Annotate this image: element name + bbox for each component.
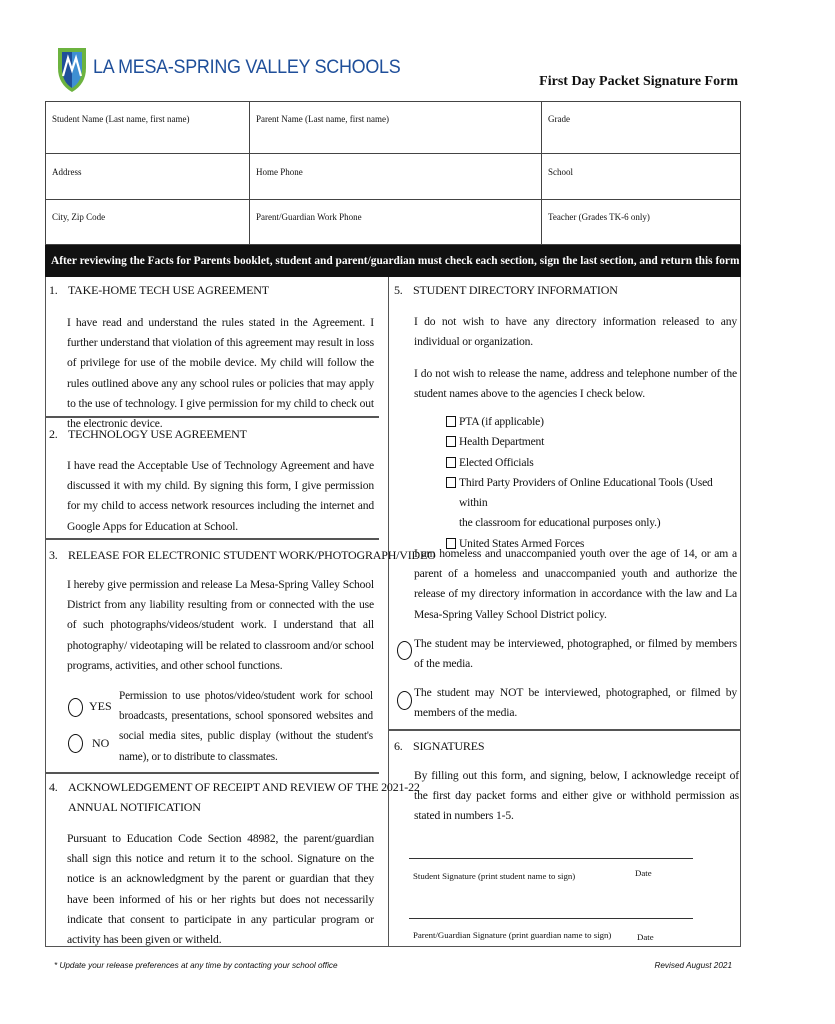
agency-checklist: [446, 412, 738, 554]
media-interview-no-radio[interactable]: [397, 691, 412, 710]
footer-note: * Update your release preferences at any time by contacting your school office: [54, 961, 338, 970]
photo-permission-no-label: NO: [92, 736, 110, 750]
work-phone-field[interactable]: Parent/Guardian Work Phone: [256, 212, 362, 222]
section-3-heading: 3. RELEASE FOR ELECTRONIC STUDENT WORK/PHOTOGRAPH/VIDEO: [49, 548, 436, 562]
third-party-providers-continuation: the classroom for educational purposes only.): [459, 516, 661, 530]
section-4-text: Pursuant to Education Code Section 48982, the parent/guardian shall sign this notice and return it to the school. Signature on the notice is an acknowledgment by the parent or guardian that they have been informed of his or her rights but does not necessarily indicate that consent to participate in any particular program or activity has been given or witheld.: [67, 832, 374, 947]
parent-date-label: Date: [637, 932, 654, 942]
form-title: First Day Packet Signature Form: [539, 74, 738, 89]
grade-field[interactable]: Grade: [548, 114, 570, 124]
elected-officials-checkbox[interactable]: [446, 457, 456, 468]
student-signature-label: Student Signature (print student name to sign): [413, 871, 576, 881]
pta-label: PTA (if applicable): [459, 415, 544, 428]
pta-checkbox[interactable]: [446, 416, 456, 427]
media-interview-yes-radio[interactable]: [397, 641, 412, 660]
parent-name-field[interactable]: Parent Name (Last name, first name): [256, 114, 389, 124]
health-department-checkbox[interactable]: [446, 436, 456, 447]
signatures-text: By filling out this form, and signing, below, I acknowledge receipt of the first day packet forms and either give or withhold permission as stated in numbers 1-5.: [414, 769, 739, 823]
media-interview-no-text: The student may NOT be interviewed, photographed, or filmed by members of the media.: [414, 686, 737, 720]
photo-permission-no-radio[interactable]: [68, 734, 83, 753]
section-4-heading: 4. ACKNOWLEDGEMENT OF RECEIPT AND REVIEW OF THE 2021-22: [49, 780, 420, 794]
photo-permission-yes-radio[interactable]: [68, 698, 83, 717]
parent-signature-label: Parent/Guardian Signature (print guardian name to sign): [413, 930, 612, 940]
photo-permission-text: Permission to use photos/video/student work for school broadcasts, presentations, school sponsored websites and social media sites, public display (without the student's name), or to distribute to classmates.: [119, 690, 373, 763]
instructions-banner: After reviewing the Facts for Parents booklet, student and parent/guardian must check each section, sign the last section, and return this form to the school office.: [45, 245, 741, 277]
teacher-field[interactable]: Teacher (Grades TK-6 only): [548, 212, 650, 222]
student-name-field[interactable]: Student Name (Last name, first name): [52, 114, 190, 124]
revision-date: Revised August 2021: [654, 961, 732, 970]
section-3-text: I hereby give permission and release La Mesa-Spring Valley School District from any liability resulting from or connected with the use of such photographs/videos/student work. I understand that all photography/ videotaping will be related to classroom and/or school programs, activities, and other school functions.: [67, 578, 374, 672]
section-1-text: I have read and understand the rules stated in the Agreement. I further understand that violation of this agreement may result in loss of privilege for use of the mobile device. My child will follow the rules outlined above any any school rules or policies that may apply to the use of technology. I give permission for my child to check out the electronic device.: [67, 316, 374, 431]
student-signature-line[interactable]: [409, 858, 693, 859]
section-1-heading: 1. TAKE-HOME TECH USE AGREEMENT: [49, 283, 269, 297]
health-department-label: Health Department: [459, 435, 545, 449]
directory-opt-out-all: I do not wish to have any directory information released to any individual or organization.: [414, 315, 737, 349]
section-6-heading: 6. SIGNATURES: [394, 739, 485, 753]
section-4-heading-line2: ANNUAL NOTIFICATION: [68, 800, 201, 814]
column-divider: [388, 277, 389, 947]
directory-opt-out-agencies: I do not wish to release the name, address and telephone number of the student names above to the agencies I check below.: [414, 367, 737, 401]
address-field[interactable]: Address: [52, 167, 82, 177]
elected-officials-label: Elected Officials: [459, 455, 534, 469]
district-name: LA MESA-SPRING VALLEY SCHOOLS: [93, 56, 401, 78]
homeless-youth-text: I am homeless and unaccompanied youth over the age of 14, or am a parent of a homeless and unaccompanied youth and authorize the release of my directory information in accordance with the law and La Mesa-Spring Valley School District policy.: [414, 547, 737, 621]
school-field[interactable]: School: [548, 167, 574, 177]
home-phone-field[interactable]: Home Phone: [256, 167, 303, 177]
district-logo-icon: [56, 42, 88, 94]
armed-forces-label: United States Armed Forces: [459, 536, 585, 550]
section-2-text: I have read the Acceptable Use of Technology Agreement and have discussed it with my child. By signing this form, I give permission for my child to access network resources including the internet and Google Apps for Education at School.: [67, 459, 374, 533]
third-party-providers-label: Third Party Providers of Online Educational Tools (Used within: [459, 475, 713, 510]
media-interview-yes-text: The student may be interviewed, photographed, or filmed by members of the media.: [414, 637, 737, 671]
photo-permission-yes-label: YES: [89, 699, 112, 713]
section-2-heading: 2. TECHNOLOGY USE AGREEMENT: [49, 427, 247, 441]
student-date-label: Date: [635, 868, 652, 878]
city-zip-field[interactable]: City, Zip Code: [52, 212, 106, 222]
student-info-grid: [45, 101, 741, 245]
parent-signature-line[interactable]: [409, 918, 693, 919]
third-party-providers-checkbox[interactable]: [446, 477, 456, 488]
section-5-heading: 5. STUDENT DIRECTORY INFORMATION: [394, 283, 618, 297]
